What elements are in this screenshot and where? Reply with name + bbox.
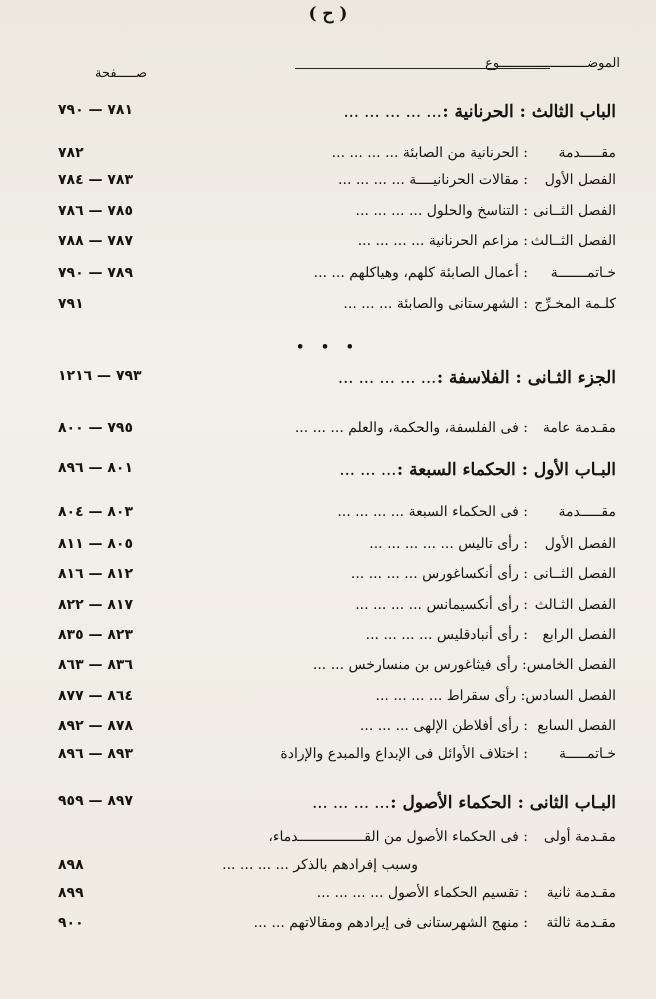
toc-entry-title: : اختلاف الأوائل فى الإبداع والمبدع والإرادة: [280, 746, 528, 762]
toc-entry-title: : التناسخ والحلول ... ... ... ...: [355, 203, 528, 219]
toc-page-numbers: ٨١٢ — ٨١٦: [58, 566, 134, 582]
toc-leader-dots: ... ... ... ... ...: [343, 106, 443, 120]
toc-entry-text: [313, 657, 616, 673]
toc-entry-title: : الحرنانية من الصابئة ... ... ... ...: [331, 145, 528, 161]
toc-entry-text: [356, 203, 616, 219]
toc-page-numbers: ٨٢٣ — ٨٣٥: [58, 627, 134, 643]
toc-entry-text: [376, 688, 616, 704]
toc-entry-label: الفصل الخامس: [526, 657, 616, 673]
toc-entry-title: : رأى أنكساغورس ... ... ... ...: [350, 566, 528, 582]
toc-entry-title: : الشهرستانى والصابئة ... ... ...: [343, 296, 528, 312]
toc-page-numbers: ٨١٧ — ٨٢٢: [58, 597, 134, 613]
toc-page-numbers: ٨٣٦ — ٨٦٣: [58, 657, 134, 673]
toc-entry-title: : رأى أنكسيمانس ... ... ... ...: [355, 597, 528, 613]
toc-entry-title: : فى الحكماء السبعة ... ... ... ...: [337, 504, 528, 520]
toc-entry: [0, 145, 656, 169]
toc-entry-label: مقـــــدمة: [558, 504, 616, 520]
toc-entry-text: [358, 233, 616, 249]
toc-page-numbers: ٨٩٣ — ٨٩٦: [58, 746, 134, 762]
toc-header: [95, 56, 620, 82]
toc-section-heading: [0, 460, 656, 484]
toc-entry-text: [222, 857, 506, 873]
toc-entry-text: [268, 829, 616, 845]
toc-leader-dots: ... ... ... ... ...: [338, 372, 437, 386]
toc-page-numbers: ٧٨٢: [58, 145, 84, 161]
toc-entry: [0, 885, 656, 909]
toc-entry: [0, 597, 656, 621]
toc-section-heading: [0, 368, 656, 392]
toc-entry-text: [338, 172, 616, 188]
toc-page-numbers: ٧٨٧ — ٧٨٨: [58, 233, 134, 249]
toc-entry-label: الباب الثالث : الحرنانية :: [442, 102, 616, 122]
toc-entry: [0, 718, 656, 742]
toc-page-numbers: ٨٠٥ — ٨١١: [58, 536, 134, 552]
toc-page-numbers: ٧٨٣ — ٧٨٤: [58, 172, 134, 188]
toc-entry-text: [317, 885, 616, 901]
toc-entry-text: [340, 460, 616, 480]
toc-entry-text: [254, 915, 616, 931]
toc-entry-text: [343, 296, 616, 312]
toc-page-numbers: ٩٠٠: [58, 915, 84, 931]
toc-page-numbers: ٧٨٥ — ٧٨٦: [58, 203, 134, 219]
section-separator: • • •: [296, 340, 360, 355]
toc-page-numbers: ٧٩٣ — ١٢١٦: [58, 368, 142, 384]
toc-entry-title: : رأى سقراط ... ... ... ...: [375, 688, 526, 704]
toc-entry-title: وسبب إفرادهم بالذكر ... ... ... ...: [222, 857, 418, 873]
toc-entry: [0, 296, 656, 320]
toc-entry: [0, 746, 656, 770]
toc-entry: [0, 265, 656, 289]
toc-entry-text: [355, 597, 616, 613]
toc-entry-title: : رأى فيثاغورس بن منسارخس ... ...: [312, 657, 527, 673]
toc-page-numbers: ٧٩٥ — ٨٠٠: [58, 420, 134, 436]
header-rule: [295, 68, 550, 69]
toc-entry-title: : رأى أفلاطن الإلهى ... ... ...: [359, 718, 528, 734]
toc-section-heading: [0, 102, 656, 126]
toc-entry: [0, 504, 656, 528]
toc-entry-text: [360, 718, 616, 734]
toc-entry: [0, 566, 656, 590]
toc-entry-label: الفصل السابع: [537, 718, 616, 734]
toc-entry-title: : مزاعم الحرنانية ... ... ... ...: [357, 233, 528, 249]
toc-entry: [0, 233, 656, 257]
toc-page-numbers: ٨٧٨ — ٨٩٢: [58, 718, 134, 734]
toc-section-heading: [0, 793, 656, 817]
toc-entry-text: [314, 265, 616, 281]
toc-entry-label: خـاتمـــــة: [558, 746, 616, 762]
toc-entry: [0, 627, 656, 651]
toc-entry-label: الفصل الثــانى: [533, 566, 616, 582]
toc-page-numbers: ٨٦٤ — ٨٧٧: [58, 688, 134, 704]
toc-entry-label: كلـمة المخـرِّج: [534, 296, 616, 312]
toc-page-numbers: ٧٩١: [58, 296, 84, 312]
toc-entry-text: [338, 368, 616, 388]
toc-page-numbers: ٧٨١ — ٧٩٠: [58, 102, 134, 118]
toc-entry-label: الفصل السادس: [525, 688, 616, 704]
toc-entry-title: : منهج الشهرستانى فى إيرادهم ومقالاتهم ... ...: [253, 915, 528, 931]
toc-entry-label: الفصل الرابع: [542, 627, 616, 643]
toc-entry-title: : فى الفلسفة، والحكمة، والعلم ... ... ...: [294, 420, 528, 436]
toc-entry-label: الفصل الأول: [544, 536, 616, 552]
toc-entry: [0, 420, 656, 444]
toc-entry-title: : أعمال الصابئة كلهم، وهياكلهم ... ...: [313, 265, 528, 281]
toc-entry: [0, 857, 656, 881]
toc-entry-title: : تقسيم الحكماء الأصول ... ... ... ...: [316, 885, 528, 901]
toc-entry-label: مقـدمة ثالثة: [546, 915, 616, 931]
toc-entry-text: [337, 504, 616, 520]
toc-page-numbers: ٨٠١ — ٨٩٦: [58, 460, 134, 476]
toc-leader-dots: ... ... ... ...: [312, 797, 391, 811]
toc-entry-label: الفصل الثـالث: [534, 597, 616, 613]
toc-entry-label: البـاب الثانى : الحكماء الأصول :: [390, 793, 616, 813]
toc-entry: [0, 688, 656, 712]
toc-entry-label: البـاب الأول : الحكماء السبعة :: [396, 460, 616, 480]
topic-column-label: الموضـــــــــــــــــــــــوع: [485, 56, 620, 71]
toc-entry-text: [295, 420, 616, 436]
page-number: ( ح ): [308, 4, 348, 24]
toc-entry-label: مقـدمة ثانية: [546, 885, 616, 901]
toc-entry-label: الفصل الثــالث: [530, 233, 616, 249]
page-column-label: صـــــفحة: [95, 66, 148, 81]
toc-entry: [0, 915, 656, 939]
toc-entry-title: : رأى تاليس ... ... ... ... ...: [369, 536, 528, 552]
toc-entry: [0, 536, 656, 560]
toc-entry-text: [332, 145, 616, 161]
toc-entry-label: خـاتمـــــــة: [550, 265, 616, 281]
toc-entry-text: [313, 793, 616, 813]
toc-entry-label: الفصل الأول: [544, 172, 616, 188]
toc-entry-label: الجزء الثـانى : الفلاسفة :: [436, 368, 616, 388]
toc-entry-label: مقـــــدمة: [558, 145, 616, 161]
toc-entry-title: : فى الحكماء الأصول من القــــــــــــــــدماء،: [268, 829, 528, 845]
toc-entry-label: مقـدمة عامة: [542, 420, 616, 436]
toc-entry: [0, 657, 656, 681]
toc-page-numbers: ٨٠٣ — ٨٠٤: [58, 504, 134, 520]
toc-entry-text: [280, 746, 616, 762]
toc-entry-label: الفصل الثــانى: [533, 203, 616, 219]
toc-leader-dots: ... ... ...: [339, 464, 397, 478]
toc-page-numbers: ٧٨٩ — ٧٩٠: [58, 265, 134, 281]
toc-entry-text: [366, 627, 616, 643]
toc-entry: [0, 829, 656, 853]
toc-entry-text: [344, 102, 616, 122]
toc-page-numbers: ٨٩٨: [58, 857, 84, 873]
toc-entry-text: [351, 566, 616, 582]
toc-page-numbers: ٨٩٩: [58, 885, 84, 901]
toc-entry-text: [369, 536, 616, 552]
toc-entry: [0, 203, 656, 227]
toc-entry: [0, 172, 656, 196]
toc-entry-label: مقـدمة أولى: [543, 829, 616, 845]
toc-entry-title: : رأى أنبادقليس ... ... ... ...: [365, 627, 528, 643]
toc-page-numbers: ٨٩٧ — ٩٥٩: [58, 793, 134, 809]
toc-entry-title: : مقالات الحرنانيــــة ... ... ... ...: [338, 172, 528, 188]
